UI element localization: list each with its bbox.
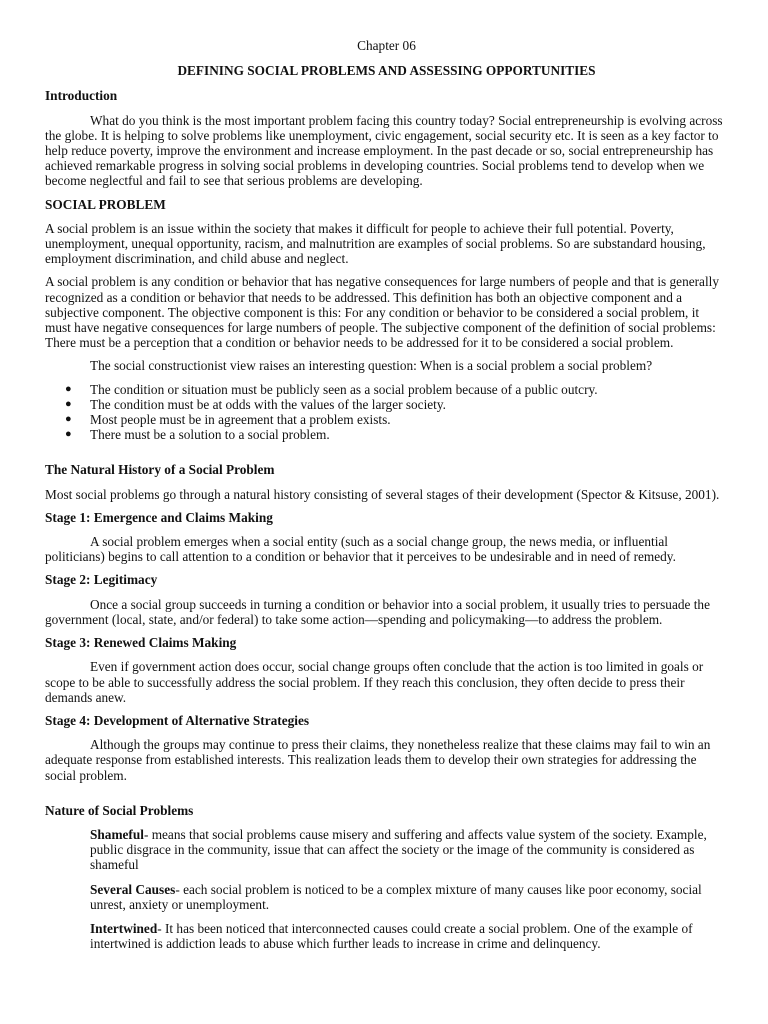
natural-history-intro: Most social problems go through a natural history consisting of several stages of their development (Spector & Kitsuse, 2001). (45, 486, 720, 502)
bullet-icon: ● (65, 413, 72, 426)
stage-heading-4: Stage 4: Development of Alternative Strategies (45, 712, 310, 728)
chapter-number: Chapter 06 (357, 38, 416, 53)
stage-heading-2: Stage 2: Legitimacy (45, 572, 158, 588)
social-problem-paragraph-2: A social problem is any condition or behavior that has negative consequences for large numbers of people and that is generally recognized as a condition or behavior that needs to be addressed. This definition has both an objective component and a subjective component. The objective component is this: For any condition or behavior to be considered a social problem, it must have negative consequences for large numbers of people. The subjective component of the definition of social problems: There must be a perception that a condition or behavior needs to be addressed for it to be considered a social problem. (45, 274, 719, 351)
bullet-icon: ● (65, 382, 72, 395)
section-heading-social-problem: SOCIAL PROBLEM (45, 196, 166, 212)
section-heading-natural-history: The Natural History of a Social Problem (45, 462, 275, 478)
criteria-list (45, 382, 728, 443)
document-title: DEFINING SOCIAL PROBLEMS AND ASSESSING OPPORTUNITIES (177, 63, 596, 79)
list-item-text: Most people must be in agreement that a problem exists. (90, 412, 391, 428)
nature-item-shameful (45, 827, 728, 873)
list-item (45, 397, 728, 412)
stage-text-1: A social problem emerges when a social entity (such as a social change group, the news media, or influential politicians) begins to call attention to a condition or behavior that it perceives to be undesirable and in need of remedy. (45, 534, 676, 565)
list-item (45, 412, 728, 427)
nature-item-intertwined (45, 921, 728, 951)
document-page (45, 38, 728, 960)
intro-paragraph: What do you think is the most important problem facing this country today? Social entrepreneurship is evolving across the globe. It is helping to solve problems like unemployment, civic engagement, social security etc. It is seen as a key factor to help reduce poverty, improve the environment and increase employment. In the past decade or so, social entrepreneurship has achieved remarkable progress in solving social problems in developing countries. Social problems tend to develop when we become neglectful and fail to see that serious problems are developing. (45, 112, 723, 189)
nature-description: - each social problem is noticed to be a complex mixture of many causes like poor economy, social unrest, anxiety or unemployment. (90, 881, 702, 912)
list-item-text: The condition must be at odds with the values of the larger society. (90, 396, 446, 412)
nature-item-several-causes (45, 882, 728, 912)
list-item-text: The condition or situation must be publicly seen as a social problem because of a public outcry. (90, 381, 598, 397)
bullet-icon: ● (65, 397, 72, 410)
stage-text-3: Even if government action does occur, social change groups often conclude that the action is too limited in goals or scope to be able to successfully address the social problem. If they reach this conclusion, they often decide to press their demands anew. (45, 659, 704, 705)
nature-description: - It has been noticed that interconnected causes could create a social problem. One of the example of intertwined is addiction leads to abuse which further leads to increase in crime and delinquency. (90, 920, 693, 952)
stage-text-4: Although the groups may continue to press their claims, they nonetheless realize that these claims may fail to win an adequate response from established interests. This realization leads them to develop their own strategies for addressing the social problem. (45, 737, 711, 783)
section-heading-nature: Nature of Social Problems (45, 802, 194, 818)
list-item (45, 382, 728, 397)
nature-description: - means that social problems cause misery and suffering and affects value system of the society. Example, public disgrace in the community, issue that can affect the society or the image of the community is considered as shameful (90, 826, 707, 873)
list-item-text: There must be a solution to a social problem. (90, 427, 330, 443)
nature-term: Intertwined (90, 920, 158, 936)
stage-text-2: Once a social group succeeds in turning a condition or behavior into a social problem, it usually tries to persuade the government (local, state, and/or federal) to take some action—spending and policymaking—to address the problem. (45, 596, 710, 627)
nature-term: Shameful (90, 826, 144, 842)
bullet-icon: ● (65, 428, 72, 441)
stage-heading-1: Stage 1: Emergence and Claims Making (45, 509, 273, 525)
section-heading-introduction: Introduction (45, 88, 118, 104)
stage-heading-3: Stage 3: Renewed Claims Making (45, 635, 237, 651)
nature-term: Several Causes (90, 881, 176, 897)
social-problem-paragraph-3: The social constructionist view raises an interesting question: When is a social problem a social problem? (90, 358, 653, 374)
list-item (45, 427, 728, 442)
social-problem-paragraph-1: A social problem is an issue within the society that makes it difficult for people to achieve their full potential. Poverty, unemployment, unequal opportunity, racism, and malnutrition are examples of social problems. So are substandard housing, employment discrimination, and child abuse and neglect. (45, 220, 706, 267)
